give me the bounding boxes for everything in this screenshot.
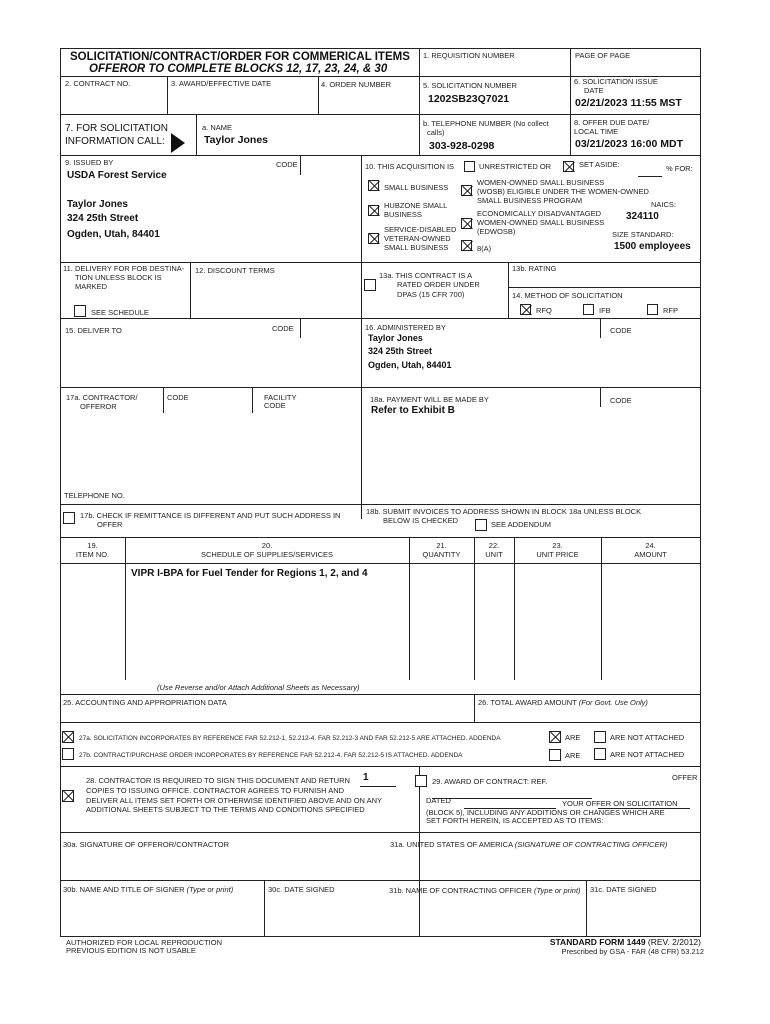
block5-text-2: SET FORTH HEREIN, IS ACCEPTED AS TO ITEMS: bbox=[426, 816, 604, 825]
award-date-label: 3. AWARD/EFFECTIVE DATE bbox=[171, 79, 272, 88]
signer-date-label: 30c. DATE SIGNED bbox=[268, 885, 335, 894]
fob-label: 11. DELIVERY FOR FOB DESTINA- bbox=[63, 264, 185, 273]
administered-city: Ogden, Utah, 84401 bbox=[368, 360, 452, 370]
offer-due-label: 8. OFFER DUE DATE/ bbox=[574, 118, 650, 127]
27a-are-not-label: ARE NOT ATTACHED bbox=[610, 733, 685, 742]
schedule-header: SCHEDULE OF SUPPLIES/SERVICES bbox=[201, 550, 333, 559]
see-schedule-label: SEE SCHEDULE bbox=[91, 308, 149, 317]
naics-label: NAICS: bbox=[651, 200, 677, 209]
eight-a-label: 8(A) bbox=[477, 244, 492, 253]
unrestricted-checkbox[interactable] bbox=[464, 161, 475, 172]
percent-for-label: % FOR: bbox=[666, 164, 693, 173]
sdvosb-label-2: VETERAN-OWNED bbox=[384, 234, 451, 243]
incorporates-27a-label: 27a. SOLICITATION INCORPORATES BY REFERENCE FAR 52.212-1, 52.212-4. FAR 52.212-3 AND FAR 52.212-5 ARE ATTACHED. ADDENDA bbox=[79, 735, 501, 742]
issued-by-street: 324 25th Street bbox=[67, 213, 139, 224]
27b-are-not-checkbox[interactable] bbox=[594, 748, 606, 760]
small-business-label: SMALL BUSINESS bbox=[384, 183, 449, 192]
27a-are-label: ARE bbox=[565, 733, 581, 742]
administered-by-label: 16. ADMINISTERED BY bbox=[365, 323, 446, 332]
see-schedule-checkbox[interactable] bbox=[74, 305, 86, 317]
see-addendum-label: SEE ADDENDUM bbox=[491, 520, 552, 529]
issued-by-agency: USDA Forest Service bbox=[67, 170, 167, 181]
27b-are-label: ARE bbox=[565, 751, 581, 760]
contractor-sign-checkbox[interactable] bbox=[62, 790, 74, 802]
unit-price-header: UNIT PRICE bbox=[536, 550, 579, 559]
method-of-solicitation-label: 14. METHOD OF SOLICITATION bbox=[512, 291, 623, 300]
copies-value: 1 bbox=[363, 772, 369, 783]
deliver-to-code-label: CODE bbox=[272, 324, 294, 333]
offer-due-value: 03/21/2023 16:00 MDT bbox=[575, 138, 683, 150]
27a-are-not-checkbox[interactable] bbox=[594, 731, 606, 743]
remittance-label: 17b. CHECK IF REMITTANCE IS DIFFERENT AND PUT SUCH ADDRESS IN bbox=[80, 511, 341, 520]
contracting-officer-signature-field[interactable] bbox=[421, 852, 699, 879]
reverse-note: (Use Reverse and/or Attach Additional Sheets as Necessary) bbox=[157, 683, 360, 692]
ifb-checkbox[interactable] bbox=[583, 304, 594, 315]
signer-name-label: 30b. NAME AND TITLE OF SIGNER (Type or print) bbox=[63, 885, 234, 894]
order-number-label: 4. ORDER NUMBER bbox=[321, 80, 392, 89]
contractor-code-label: CODE bbox=[167, 393, 189, 402]
rfp-label: RFP bbox=[663, 306, 678, 315]
rfq-label: RFQ bbox=[536, 306, 552, 315]
naics-value: 324110 bbox=[626, 211, 659, 222]
unrestricted-label: UNRESTRICTED OR bbox=[479, 162, 552, 171]
schedule-num: 20. bbox=[261, 541, 273, 550]
offer-label: OFFER bbox=[672, 773, 698, 782]
officer-date-label: 31c. DATE SIGNED bbox=[590, 885, 657, 894]
rated-order-label-3: DPAS (15 CFR 700) bbox=[397, 290, 465, 299]
contract-no-label: 2. CONTRACT NO. bbox=[65, 79, 131, 88]
your-offer-label: YOUR OFFER ON SOLICITATION bbox=[562, 799, 678, 808]
footer-auth-2: PREVIOUS EDITION IS NOT USABLE bbox=[66, 946, 196, 955]
block5-text-1: (BLOCK 5), INCLUDING ANY ADDITIONS OR CHANGES WHICH ARE bbox=[426, 808, 665, 817]
27b-are-checkbox[interactable] bbox=[549, 749, 561, 761]
contractor-sign-text-3: DELIVER ALL ITEMS SET FORTH OR OTHERWISE IDENTIFIED ABOVE AND ON ANY bbox=[86, 796, 383, 805]
hubzone-label-2: BUSINESS bbox=[384, 210, 422, 219]
remittance-label-2: OFFER bbox=[97, 520, 123, 529]
administered-contact: Taylor Jones bbox=[368, 333, 423, 343]
offeror-signature-field[interactable] bbox=[62, 852, 418, 879]
telephone-label: b. TELEPHONE NUMBER (No collect bbox=[423, 119, 549, 128]
submit-invoices-label-2: BELOW IS CHECKED bbox=[383, 516, 459, 525]
offer-due-label-2: LOCAL TIME bbox=[574, 127, 619, 136]
rated-order-label-2: RATED ORDER UNDER bbox=[397, 280, 480, 289]
incorporates-27b-label: 27b. CONTRACT/PURCHASE ORDER INCORPORATES BY REFERENCE FAR 52.212-4. FAR 52.212-5 IS ATTACHED. ADDENDA bbox=[79, 752, 463, 759]
administered-code-label: CODE bbox=[610, 326, 632, 335]
size-standard-label: SIZE STANDARD: bbox=[612, 230, 674, 239]
fob-label-3: MARKED bbox=[75, 282, 108, 291]
payment-value: Refer to Exhibit B bbox=[371, 405, 455, 416]
issued-by-contact: Taylor Jones bbox=[67, 199, 128, 210]
item-no-header: ITEM NO. bbox=[75, 550, 110, 559]
amount-num: 24. bbox=[645, 541, 656, 550]
wosb-checkbox[interactable] bbox=[461, 185, 472, 196]
unit-num: 22. bbox=[488, 541, 500, 550]
info-call-label: 7. FOR SOLICITATION bbox=[65, 123, 168, 134]
sdvosb-label-3: SMALL BUSINESS bbox=[384, 243, 449, 252]
contractor-label-2: OFFEROR bbox=[80, 402, 117, 411]
requisition-number-label: 1. REQUISITION NUMBER bbox=[423, 51, 515, 60]
incorporates-27a-checkbox[interactable] bbox=[62, 731, 74, 743]
sdvosb-label: SERVICE-DISABLED bbox=[384, 225, 457, 234]
rfq-checkbox[interactable] bbox=[520, 304, 531, 315]
quantity-header: QUANTITY bbox=[422, 550, 461, 559]
acquisition-label: 10. THIS ACQUISITION IS bbox=[365, 162, 455, 171]
solicitation-number-value: 1202SB23Q7021 bbox=[428, 93, 510, 105]
wosb-label-2: (WOSB) ELIGIBLE UNDER THE WOMEN-OWNED bbox=[477, 187, 649, 196]
page-label: PAGE OF PAGE bbox=[575, 51, 631, 60]
issued-by-code-label: CODE bbox=[276, 160, 298, 169]
edwosb-label: ECONOMICALLY DISADVANTAGED bbox=[477, 209, 602, 218]
item-no-num: 19. bbox=[87, 541, 98, 550]
deliver-to-label: 15. DELIVER TO bbox=[65, 326, 122, 335]
name-label: a. NAME bbox=[202, 123, 233, 132]
eight-a-checkbox[interactable] bbox=[461, 240, 472, 251]
wosb-label: WOMEN-OWNED SMALL BUSINESS bbox=[477, 178, 605, 187]
award-checkbox[interactable] bbox=[415, 775, 427, 787]
info-call-label-2: INFORMATION CALL: bbox=[65, 136, 165, 147]
submit-invoices-label: 18b. SUBMIT INVOICES TO ADDRESS SHOWN IN BLOCK 18a UNLESS BLOCK bbox=[366, 507, 642, 516]
hubzone-checkbox[interactable] bbox=[368, 205, 379, 216]
hubzone-label: HUBZONE SMALL bbox=[384, 201, 448, 210]
see-addendum-checkbox[interactable] bbox=[475, 519, 487, 531]
form-subtitle: OFFEROR TO COMPLETE BLOCKS 12, 17, 23, 24, & 30 bbox=[89, 63, 388, 75]
remittance-checkbox[interactable] bbox=[63, 512, 75, 524]
discount-terms-label: 12. DISCOUNT TERMS bbox=[195, 266, 275, 275]
issued-by-city: Ogden, Utah, 84401 bbox=[67, 229, 160, 240]
total-award-label: 26. TOTAL AWARD AMOUNT (For Govt. Use Only) bbox=[478, 698, 648, 707]
officer-name-label: 31b. NAME OF CONTRACTING OFFICER (Type or print) bbox=[389, 886, 581, 895]
27a-are-checkbox[interactable] bbox=[549, 731, 561, 743]
rfp-checkbox[interactable] bbox=[647, 304, 658, 315]
offeror-signature-label: 30a. SIGNATURE OF OFFEROR/CONTRACTOR bbox=[63, 840, 229, 849]
award-label: 29. AWARD OF CONTRACT: REF. bbox=[432, 777, 548, 786]
amount-header: AMOUNT bbox=[634, 550, 667, 559]
issue-date-label: 6. SOLICITATION ISSUE bbox=[574, 77, 658, 86]
unit-price-num: 23. bbox=[552, 541, 563, 550]
edwosb-label-3: (EDWOSB) bbox=[477, 227, 516, 236]
usa-signature-label: 31a. UNITED STATES OF AMERICA (SIGNATURE OF CONTRACTING OFFICER) bbox=[390, 840, 668, 849]
edwosb-checkbox[interactable] bbox=[461, 218, 472, 229]
contractor-sign-text-1: 28. CONTRACTOR IS REQUIRED TO SIGN THIS DOCUMENT AND RETURN bbox=[86, 776, 350, 785]
dated-label: DATED bbox=[426, 796, 451, 805]
rated-order-label: 13a. THIS CONTRACT IS A bbox=[379, 271, 473, 280]
rated-order-checkbox[interactable] bbox=[364, 279, 376, 291]
rating-label: 13b. RATING bbox=[512, 264, 557, 273]
form-number: STANDARD FORM 1449 (REV. 2/2012) bbox=[549, 937, 701, 947]
fob-label-2: TION UNLESS BLOCK IS bbox=[75, 273, 162, 282]
issue-date-value: 02/21/2023 11:55 MST bbox=[575, 97, 682, 109]
telephone-value: 303-928-0298 bbox=[429, 140, 495, 152]
facility-code-label-2: CODE bbox=[264, 401, 286, 410]
small-business-checkbox[interactable] bbox=[368, 180, 379, 191]
solicitation-number-label: 5. SOLICITATION NUMBER bbox=[423, 81, 517, 90]
quantity-num: 21. bbox=[436, 541, 447, 550]
arrow-right-icon bbox=[171, 133, 185, 153]
contractor-label: 17a. CONTRACTOR/ bbox=[66, 393, 138, 402]
ifb-label: IFB bbox=[599, 306, 611, 315]
wosb-label-3: SMALL BUSINESS PROGRAM bbox=[477, 196, 583, 205]
set-aside-label: SET ASIDE: bbox=[579, 160, 620, 169]
unit-header: UNIT bbox=[485, 550, 503, 559]
payment-code-label: CODE bbox=[610, 396, 632, 405]
telephone-no-label: TELEPHONE NO. bbox=[64, 491, 125, 500]
item-description: VIPR I-BPA for Fuel Tender for Regions 1, 2, and 4 bbox=[131, 568, 368, 579]
administered-street: 324 25th Street bbox=[368, 346, 433, 356]
size-standard-value: 1500 employees bbox=[614, 241, 691, 252]
name-value: Taylor Jones bbox=[204, 134, 268, 146]
form-title: SOLICITATION/CONTRACT/ORDER FOR COMMERICAL ITEMS bbox=[70, 51, 410, 63]
facility-code-label: FACILITY bbox=[264, 393, 297, 402]
payment-label: 18a. PAYMENT WILL BE MADE BY bbox=[370, 395, 489, 404]
edwosb-label-2: WOMEN-OWNED SMALL BUSINESS bbox=[477, 218, 605, 227]
sdvosb-checkbox[interactable] bbox=[368, 233, 379, 244]
telephone-label-2: calls) bbox=[427, 128, 445, 137]
set-aside-checkbox[interactable] bbox=[563, 161, 574, 172]
contractor-sign-text-4: ADDITIONAL SHEETS SUBJECT TO THE TERMS AND CONDITIONS SPECIFIED bbox=[86, 805, 365, 814]
footer-auth-1: AUTHORIZED FOR LOCAL REPRODUCTION bbox=[66, 938, 222, 947]
contractor-sign-text-2: COPIES TO ISSUING OFFICE. CONTRACTOR AGREES TO FURNISH AND bbox=[86, 786, 345, 795]
accounting-label: 25. ACCOUNTING AND APPROPRIATION DATA bbox=[63, 698, 227, 707]
issue-date-label-2: DATE bbox=[584, 86, 604, 95]
issued-by-label: 9. ISSUED BY bbox=[65, 158, 114, 167]
prescribed-by: Prescribed by GSA - FAR (48 CFR) 53.212 bbox=[561, 947, 704, 956]
incorporates-27b-checkbox[interactable] bbox=[62, 748, 74, 760]
27b-are-not-label: ARE NOT ATTACHED bbox=[610, 750, 685, 759]
